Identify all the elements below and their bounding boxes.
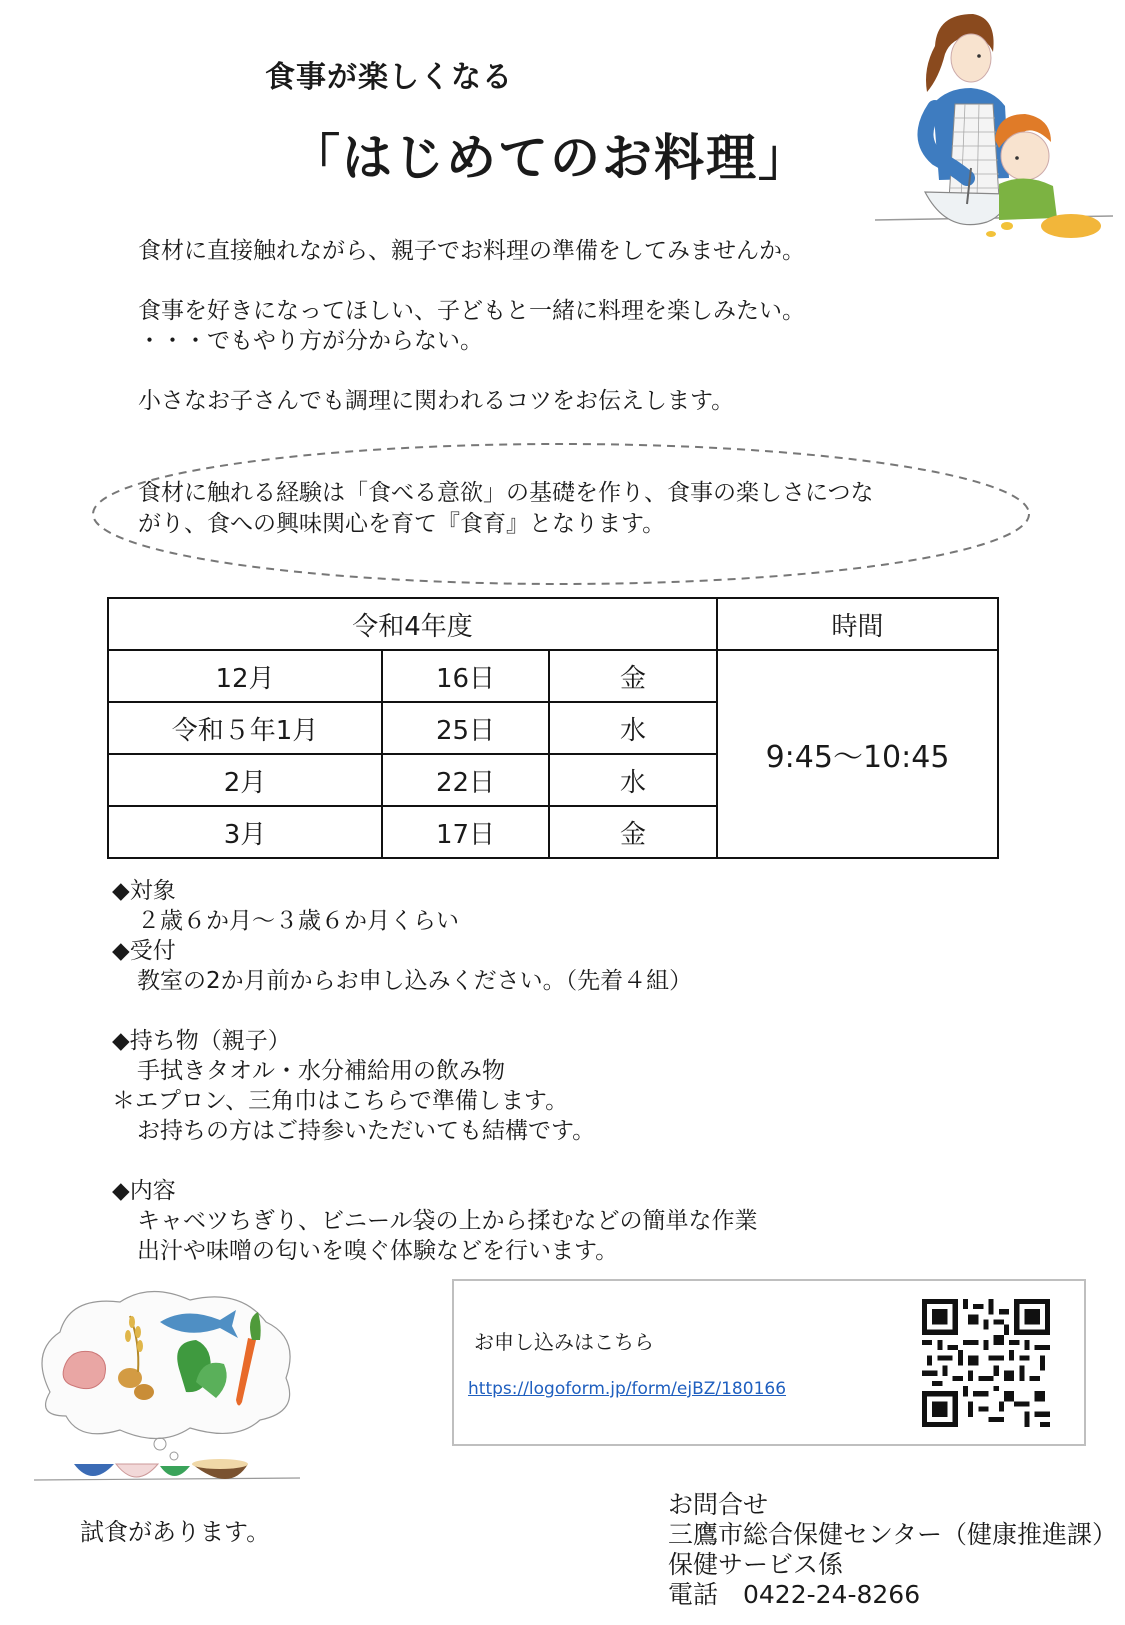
items-text-2: ＊エプロン、三角巾はこちらで準備します。: [112, 1088, 569, 1114]
schedule-table: [107, 597, 999, 859]
content-heading: ◆内容: [112, 1178, 176, 1204]
weekday-cell: 水: [549, 702, 717, 754]
time-cell: 9:45～10:45: [717, 650, 998, 858]
month-cell: 3月: [108, 806, 382, 858]
weekday-cell: 水: [549, 754, 717, 806]
content-text-2: 出汁や味噌の匂いを嗅ぐ体験などを行います。: [137, 1238, 619, 1264]
month-cell: 令和５年1月: [108, 702, 382, 754]
day-cell: 22日: [382, 754, 549, 806]
header-year: 令和4年度: [108, 598, 717, 650]
apply-label: お申し込みはこちら: [474, 1330, 654, 1354]
table-row: [108, 650, 998, 702]
table-header-row: [108, 598, 998, 650]
ellipse-message: [138, 478, 874, 540]
month-cell: 12月: [108, 650, 382, 702]
day-cell: 16日: [382, 650, 549, 702]
items-text-1: 手拭きタオル・水分補給用の飲み物: [137, 1058, 505, 1084]
target-heading: ◆対象: [112, 878, 176, 904]
day-cell: 17日: [382, 806, 549, 858]
items-heading: ◆持ち物（親子）: [112, 1028, 291, 1054]
intro-line-3: ・・・でもやり方が分からない。: [138, 328, 483, 354]
intro-line-4: 小さなお子さんでも調理に関われるコツをお伝えします。: [138, 388, 735, 414]
page-subtitle: 食事が楽しくなる: [265, 60, 513, 95]
content-section: [112, 1176, 758, 1266]
reception-heading: ◆受付: [112, 938, 176, 964]
day-cell: 25日: [382, 702, 549, 754]
target-text: ２歳６か月～３歳６か月くらい: [137, 908, 459, 934]
reception-text: 教室の2か月前からお申し込みください。（先着４組）: [137, 968, 693, 994]
page-title: 「はじめてのお料理」: [290, 129, 810, 187]
contact-dept: 保健サービス係: [668, 1550, 844, 1579]
food-illustration: [10, 1282, 315, 1502]
apply-link[interactable]: https://logoform.jp/form/ejBZ/180166: [468, 1379, 787, 1399]
contact-phone: 電話 0422-24-8266: [668, 1580, 921, 1609]
intro-line-2: 食事を好きになってほしい、子どもと一緒に料理を楽しみたい。: [138, 298, 805, 324]
intro-line-1: 食材に直接触れながら、親子でお料理の準備をしてみませんか。: [138, 238, 805, 264]
ellipse-line-1: 食材に触れる経験は「食べる意欲」の基礎を作り、食事の楽しさにつな: [138, 480, 874, 506]
contact-org: 三鷹市総合保健センター（健康推進課）: [668, 1520, 1118, 1549]
target-section: [112, 876, 692, 996]
contact-heading: お問合せ: [668, 1490, 769, 1519]
apply-box: [452, 1279, 1086, 1446]
month-cell: 2月: [108, 754, 382, 806]
weekday-cell: 金: [549, 806, 717, 858]
ellipse-line-2: がり、食への興味関心を育て『食育』となります。: [138, 511, 666, 537]
content-text-1: キャベツちぎり、ビニール袋の上から揉むなどの簡単な作業: [137, 1208, 758, 1234]
cooking-illustration: [875, 8, 1115, 248]
qr-code-icon[interactable]: [922, 1299, 1050, 1427]
items-text-3: お持ちの方はご持参いただいても結構です。: [137, 1118, 596, 1144]
header-time: 時間: [717, 598, 998, 650]
items-section: [112, 1026, 595, 1146]
tasting-note: 試食があります。: [80, 1518, 271, 1546]
weekday-cell: 金: [549, 650, 717, 702]
contact-block: [668, 1490, 1117, 1610]
